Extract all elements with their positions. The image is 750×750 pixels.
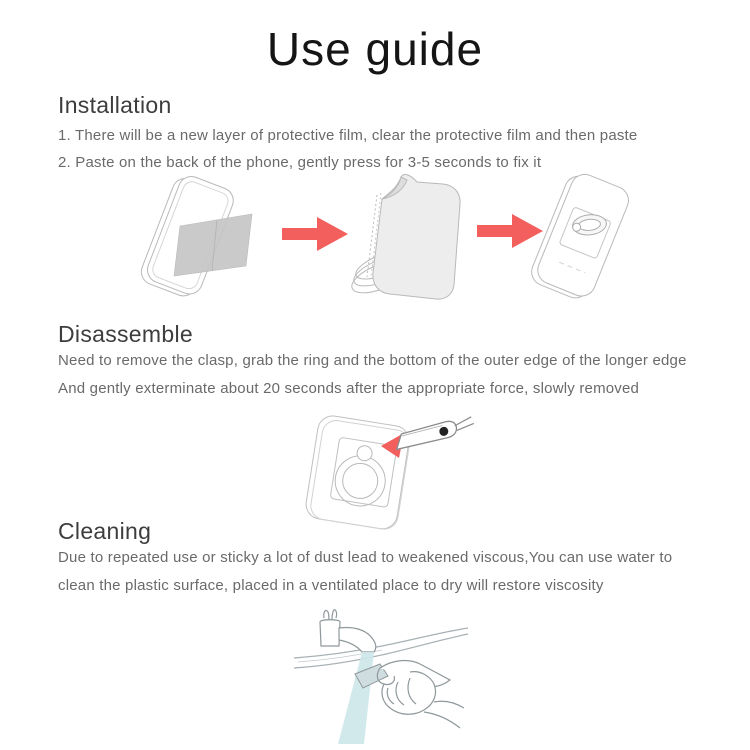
cleaning-line-2: clean the plastic surface, placed in a ventilated place to dry will restore viscosity (58, 577, 604, 594)
water-stream (338, 652, 374, 744)
installation-step-2: 2. Paste on the back of the phone, gently press for 3-5 seconds to fix it (58, 154, 542, 171)
peel-film-illustration (344, 171, 470, 307)
phone-with-ring-illustration (510, 172, 654, 304)
hand (377, 661, 464, 728)
arrow-right-icon (282, 215, 348, 253)
phone-with-film-illustration (122, 174, 262, 302)
disassemble-line-1: Need to remove the clasp, grab the ring and the bottom of the outer edge of the longer edge (58, 352, 687, 369)
installation-step-1: 1. There will be a new layer of protective film, clear the protective film and then paste (58, 127, 638, 144)
cleaning-line-1: Due to repeated use or sticky a lot of dust lead to weakened viscous,You can use water to (58, 549, 673, 566)
pry-tool-illustration (298, 410, 476, 530)
installation-heading: Installation (58, 92, 172, 118)
film-sheet (373, 175, 460, 300)
pry-tool (393, 416, 476, 450)
disassemble-line-2: And gently exterminate about 20 seconds after the appropriate force, slowly removed (58, 380, 640, 397)
disassemble-heading: Disassemble (58, 321, 193, 347)
rinse-under-faucet-illustration (292, 606, 470, 748)
cleaning-heading: Cleaning (58, 518, 152, 544)
page-title: Use guide (266, 23, 484, 75)
